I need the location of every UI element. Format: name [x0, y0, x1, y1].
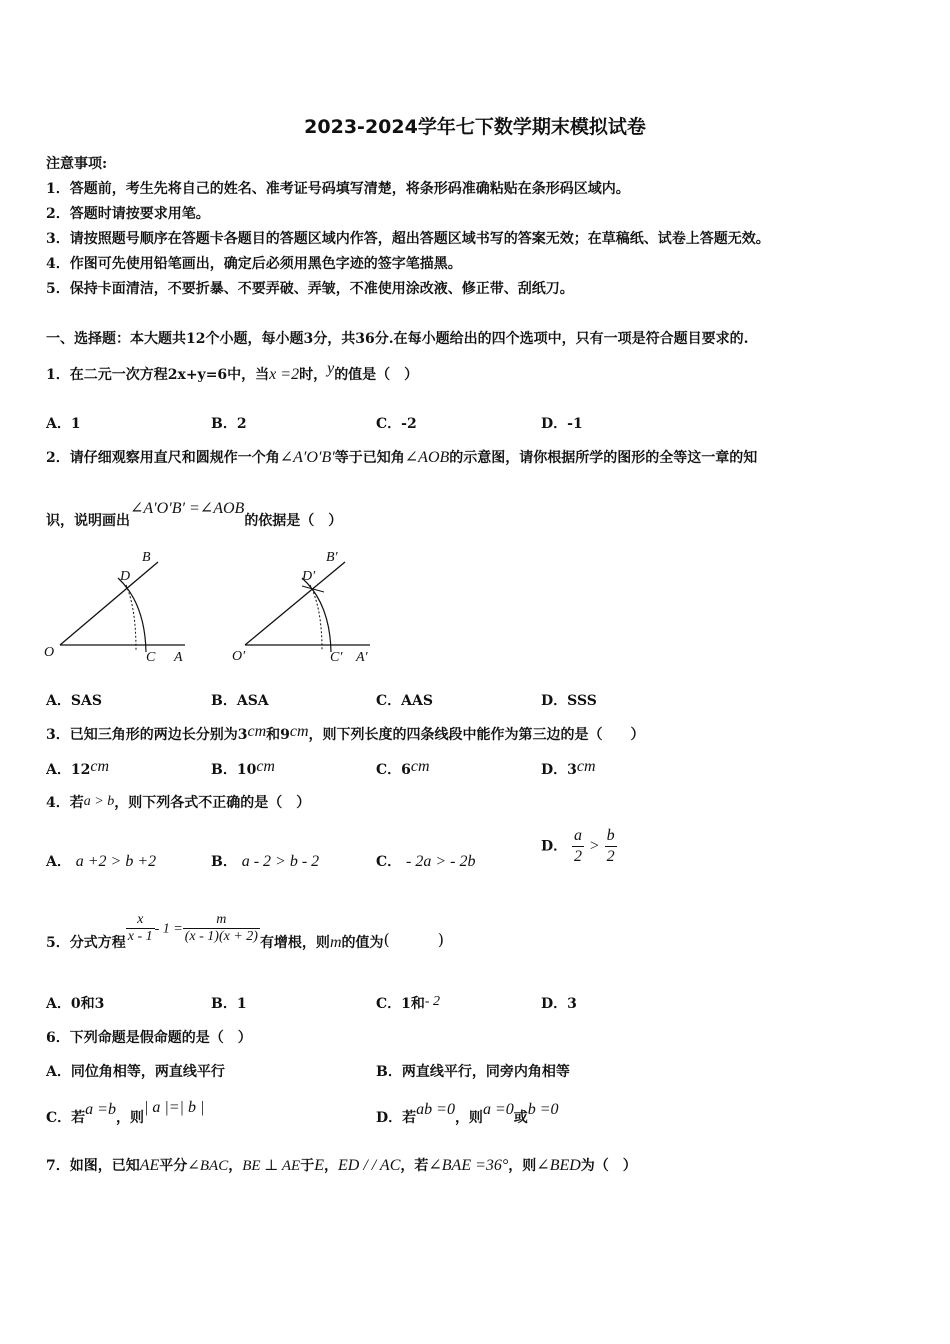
q5-math: m	[329, 933, 342, 951]
q1-text: 1．在二元一次方程2x+y=6中，当	[46, 367, 270, 383]
q6-option-text: D．若	[376, 1110, 417, 1126]
question-6: 6．下列命题是假命题的是（ ）	[46, 1030, 252, 1046]
denominator: 2	[606, 848, 615, 865]
q3-unit: cm	[576, 758, 596, 775]
q7-text: 平分	[159, 1158, 188, 1174]
notice-item: 1．答题前，考生先将自己的姓名、准考证号码填写清楚，将条形码准确粘贴在条形码区域内。	[46, 181, 630, 197]
denominator: 2	[574, 848, 583, 865]
q6-option-text: C．若	[46, 1110, 86, 1126]
fig2-label: B′	[326, 550, 338, 565]
q3-unit: cm	[247, 723, 267, 740]
q4-text: 4．若	[46, 795, 84, 811]
denominator: (x - 1)(x + 2)	[184, 929, 258, 944]
q1-option-c[interactable]: C．-2	[376, 416, 417, 432]
q4-option-d[interactable]	[541, 826, 617, 867]
q7-math: ∠BAC	[187, 1158, 229, 1174]
q3-text: ，则下列长度的四条线段中能作为第三边的是（ ）	[308, 727, 645, 743]
fraction	[126, 912, 155, 945]
q6-option-a[interactable]: A．同位角相等，两直线平行	[46, 1064, 225, 1080]
q6-option-text: ，则	[115, 1110, 144, 1126]
q3-option-b[interactable]	[211, 759, 275, 779]
q4-option-label: B．	[211, 854, 237, 870]
q6-option-text: ，则	[454, 1110, 483, 1126]
q5-math: - 1 =	[154, 921, 183, 937]
q5-option-b[interactable]: B．1	[211, 996, 247, 1012]
question-5	[46, 912, 444, 951]
q7-text: 7．如图，已知	[46, 1158, 140, 1174]
q7-text: 于	[300, 1158, 315, 1174]
notice-heading: 注意事项:	[46, 156, 108, 172]
numerator: m	[183, 912, 260, 929]
notice-item: 4．作图可先使用铅笔画出，确定后必须用黑色字迹的签字笔描黑。	[46, 256, 462, 272]
q3-text: 3．已知三角形的两边长分别为3	[46, 727, 248, 743]
q4-option-math: a +2 > b +2	[75, 853, 157, 870]
q4-text: ，则下列各式不正确的是（ ）	[114, 795, 311, 811]
fig2-label: O′	[232, 649, 246, 664]
fig1-label: A	[174, 650, 183, 665]
q4-option-label: C．	[376, 854, 402, 870]
q6-option-math: a =0	[482, 1101, 514, 1118]
q3-option-d[interactable]	[541, 759, 596, 779]
q5-text: 有增根，则	[259, 934, 330, 951]
q7-math: BE ⊥ AE	[242, 1158, 301, 1174]
q4-option-math: - 2a > - 2b	[406, 853, 476, 870]
question-7	[46, 1155, 637, 1175]
q4-option-c[interactable]	[376, 851, 475, 871]
denominator: x - 1	[127, 929, 153, 944]
q2-figure	[40, 548, 380, 670]
q1-option-a[interactable]: A．1	[46, 416, 81, 432]
fraction	[572, 826, 584, 867]
q3-unit: cm	[289, 723, 309, 740]
q3-unit: cm	[90, 758, 110, 775]
q4-option-a[interactable]	[46, 851, 156, 871]
q4-math: a > b	[83, 794, 115, 809]
fig1-ray-ob	[60, 562, 158, 645]
q2-math: ∠AOB	[404, 449, 450, 466]
fraction	[183, 912, 260, 945]
numerator: a	[572, 826, 584, 847]
q1-text: 的值是（ ）	[334, 367, 419, 383]
q7-text: 为（ ）	[580, 1158, 637, 1174]
q2-math: ∠A′O′B′	[279, 449, 335, 466]
fig1-label: O	[44, 645, 55, 660]
q2-text: 等于已知角	[334, 450, 405, 466]
q3-unit: cm	[256, 758, 275, 775]
q7-math: ∠BED	[536, 1157, 581, 1174]
q4-option-label: A．	[46, 854, 71, 870]
q7-math: ED / / AC	[337, 1157, 401, 1174]
q4-option-math: >	[588, 837, 600, 855]
q7-math: E	[314, 1157, 324, 1174]
fig2-arc	[302, 578, 331, 652]
q7-text: ，	[323, 1158, 338, 1174]
q6-option-c[interactable]	[46, 1099, 205, 1127]
q3-option-text: B．10	[211, 762, 257, 778]
fig2-label: A′	[356, 650, 368, 665]
q1-math: x =2	[269, 366, 300, 383]
notice-item: 5．保持卡面清洁，不要折暴、不要弄破、弄皱，不准使用涂改液、修正带、刮纸刀。	[46, 281, 574, 297]
q5-answer-blank: ( )	[383, 929, 444, 949]
question-3	[46, 724, 645, 744]
q6-option-math: ab =0	[416, 1101, 455, 1118]
q3-text: 和9	[266, 727, 290, 743]
q2-math: ∠A′O′B′ =∠AOB	[130, 500, 245, 517]
q7-text: ，则	[508, 1158, 537, 1174]
q2-text: 的示意图，请你根据所学的图形的全等这一章的知	[449, 450, 758, 466]
page-title: 2023-2024学年七下数学期末模拟试卷	[304, 116, 646, 138]
q6-option-math: a =b	[85, 1101, 116, 1118]
numerator: b	[605, 826, 617, 847]
q3-option-text: A．12	[46, 762, 91, 778]
q1-text: 时，	[299, 367, 328, 383]
numerator: x	[126, 912, 155, 929]
fig2-label: C′	[330, 650, 343, 665]
q3-unit: cm	[410, 758, 430, 775]
q6-option-math: | a |=| b |	[143, 1099, 205, 1116]
q7-text: ，若	[400, 1158, 429, 1174]
fig1-label: C	[146, 650, 156, 665]
question-2	[46, 447, 757, 467]
notice-item: 2．答题时请按要求用笔。	[46, 206, 210, 222]
question-1	[46, 360, 419, 384]
q5-option-a[interactable]: A．0和3	[46, 996, 105, 1012]
q5-option-c[interactable]	[376, 993, 440, 1013]
q7-math: AE	[139, 1157, 160, 1174]
q2-text: 的依据是（ ）	[244, 513, 343, 529]
fig1-label: B	[142, 550, 151, 565]
section-heading: 一、选择题：本大题共12个小题，每小题3分，共36分.在每小题给出的四个选项中，只有一项是符合题目要求的.	[46, 331, 749, 347]
q2-option-b[interactable]: B．ASA	[211, 693, 269, 709]
q2-text: 识，说明画出	[46, 513, 130, 529]
q4-option-label: D．	[541, 838, 568, 855]
question-4	[46, 792, 310, 812]
q2-option-c[interactable]: C．AAS	[376, 693, 433, 709]
q7-math: ∠BAE =36°	[428, 1157, 509, 1174]
q5-text: 的值为	[341, 934, 384, 951]
q5-option-text: C．1和	[376, 996, 425, 1012]
fig1-arc	[118, 578, 146, 652]
q5-option-math: - 2	[424, 994, 441, 1009]
question-2-line2	[46, 500, 343, 530]
q2-option-a[interactable]: A．SAS	[46, 693, 102, 709]
notice-item: 3．请按照题号顺序在答题卡各题目的答题区域内作答，超出答题区域书写的答案无效；在草稿纸、试卷上答题无效。	[46, 231, 770, 247]
q1-option-d[interactable]: D．-1	[541, 416, 583, 432]
q5-text: 5．分式方程	[46, 934, 126, 951]
q3-option-a[interactable]	[46, 759, 109, 779]
q6-option-text: 或	[513, 1110, 528, 1126]
q5-option-d[interactable]: D．3	[541, 996, 577, 1012]
fig1-label: D	[120, 569, 131, 584]
fraction	[605, 826, 617, 867]
fig2-label: D′	[302, 569, 316, 584]
q7-text: ，	[228, 1158, 243, 1174]
q6-option-d[interactable]	[376, 1101, 559, 1127]
q3-option-text: C．6	[376, 762, 411, 778]
q6-option-math: b =0	[527, 1101, 559, 1118]
q4-option-math: a - 2 > b - 2	[241, 853, 320, 870]
q6-option-b[interactable]: B．两直线平行，同旁内角相等	[376, 1064, 570, 1080]
q2-option-d[interactable]: D．SSS	[541, 693, 597, 709]
q3-option-text: D．3	[541, 762, 577, 778]
q1-math: y	[327, 360, 335, 377]
q4-option-b[interactable]	[211, 851, 319, 871]
q3-option-c[interactable]	[376, 759, 430, 779]
q2-text: 2．请仔细观察用直尺和圆规作一个角	[46, 450, 280, 466]
q1-option-b[interactable]: B．2	[211, 416, 247, 432]
